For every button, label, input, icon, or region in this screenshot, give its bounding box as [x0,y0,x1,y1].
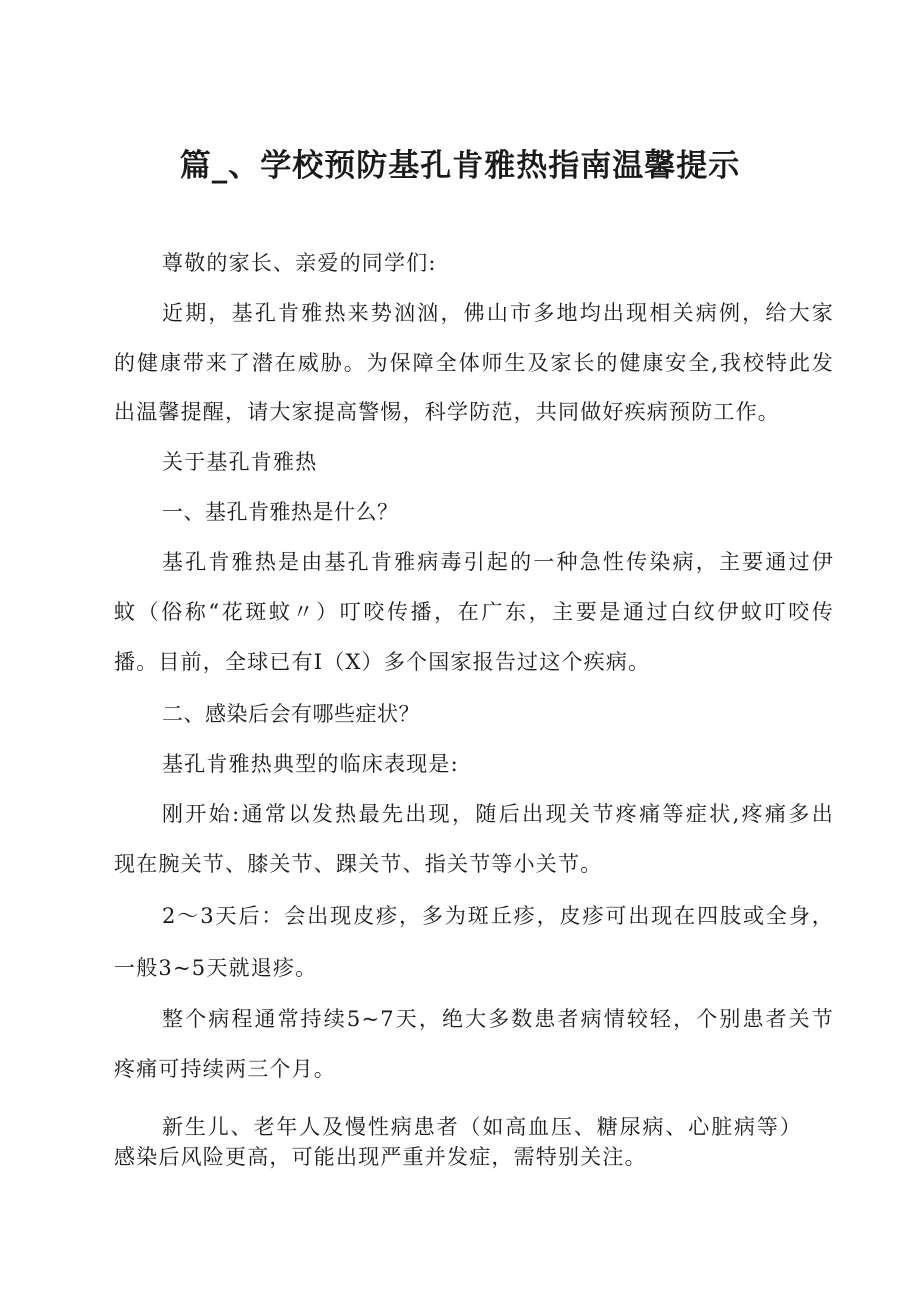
course-line-2: 疼痛可持续两三个月。 [114,1057,336,1081]
risk-line-1: 新生儿、老年人及慢性病患者（如高血压、糖尿病、心脏病等） [162,1115,802,1139]
symptom-early-line-1: 刚开始:通常以发热最先出现，随后出现关节疼痛等症状,疼痛多出 [162,802,834,826]
symptom-rash-line-2: 一般3~5天就退疹。 [114,956,318,980]
section-heading-1: 一、基孔肯雅热是什么？ [162,500,399,524]
symptom-early-line-2: 现在腕关节、膝关节、踝关节、指关节等小关节。 [114,852,603,876]
section-heading-2: 二、感染后会有哪些症状？ [162,702,420,726]
paragraph-1-line-2: 蚊（俗称“花斑蚊〃）叮咬传播，在广东，主要是通过白纹伊蚊叮咬传 [114,600,834,624]
symptom-rash-line-1: 2～3天后：会出现皮疹，多为斑丘疹，皮疹可出现在四肢或全身， [162,904,834,928]
intro-line-3: 出温馨提醒，请大家提高警惕，科学防范，共同做好疾病预防工作。 [114,400,780,424]
intro-line-2: 的健康带来了潜在威胁。为保障全体师生及家长的健康安全,我校特此发 [114,351,834,375]
course-line-1: 整个病程通常持续5~7天，绝大多数患者病情较轻，个别患者关节 [162,1007,834,1031]
section-intro-label: 关于基孔肯雅热 [162,450,318,474]
risk-line-2: 感染后风险更高，可能出现严重并发症，需特别关注。 [114,1145,647,1169]
symptoms-intro: 基孔肯雅热典型的临床表现是: [162,752,459,776]
paragraph-1-line-1: 基孔肯雅热是由基孔肯雅病毒引起的一种急性传染病，主要通过伊 [162,550,834,574]
page-title: 篇_、学校预防基孔肯雅热指南温馨提示 [179,148,741,184]
salutation: 尊敬的家长、亲爱的同学们: [162,251,437,275]
intro-line-1: 近期，基孔肯雅热来势汹汹，佛山市多地均出现相关病例，给大家 [162,301,834,325]
paragraph-1-line-3: 播。目前，全球已有I（X）多个国家报告过这个疾病。 [114,650,651,674]
